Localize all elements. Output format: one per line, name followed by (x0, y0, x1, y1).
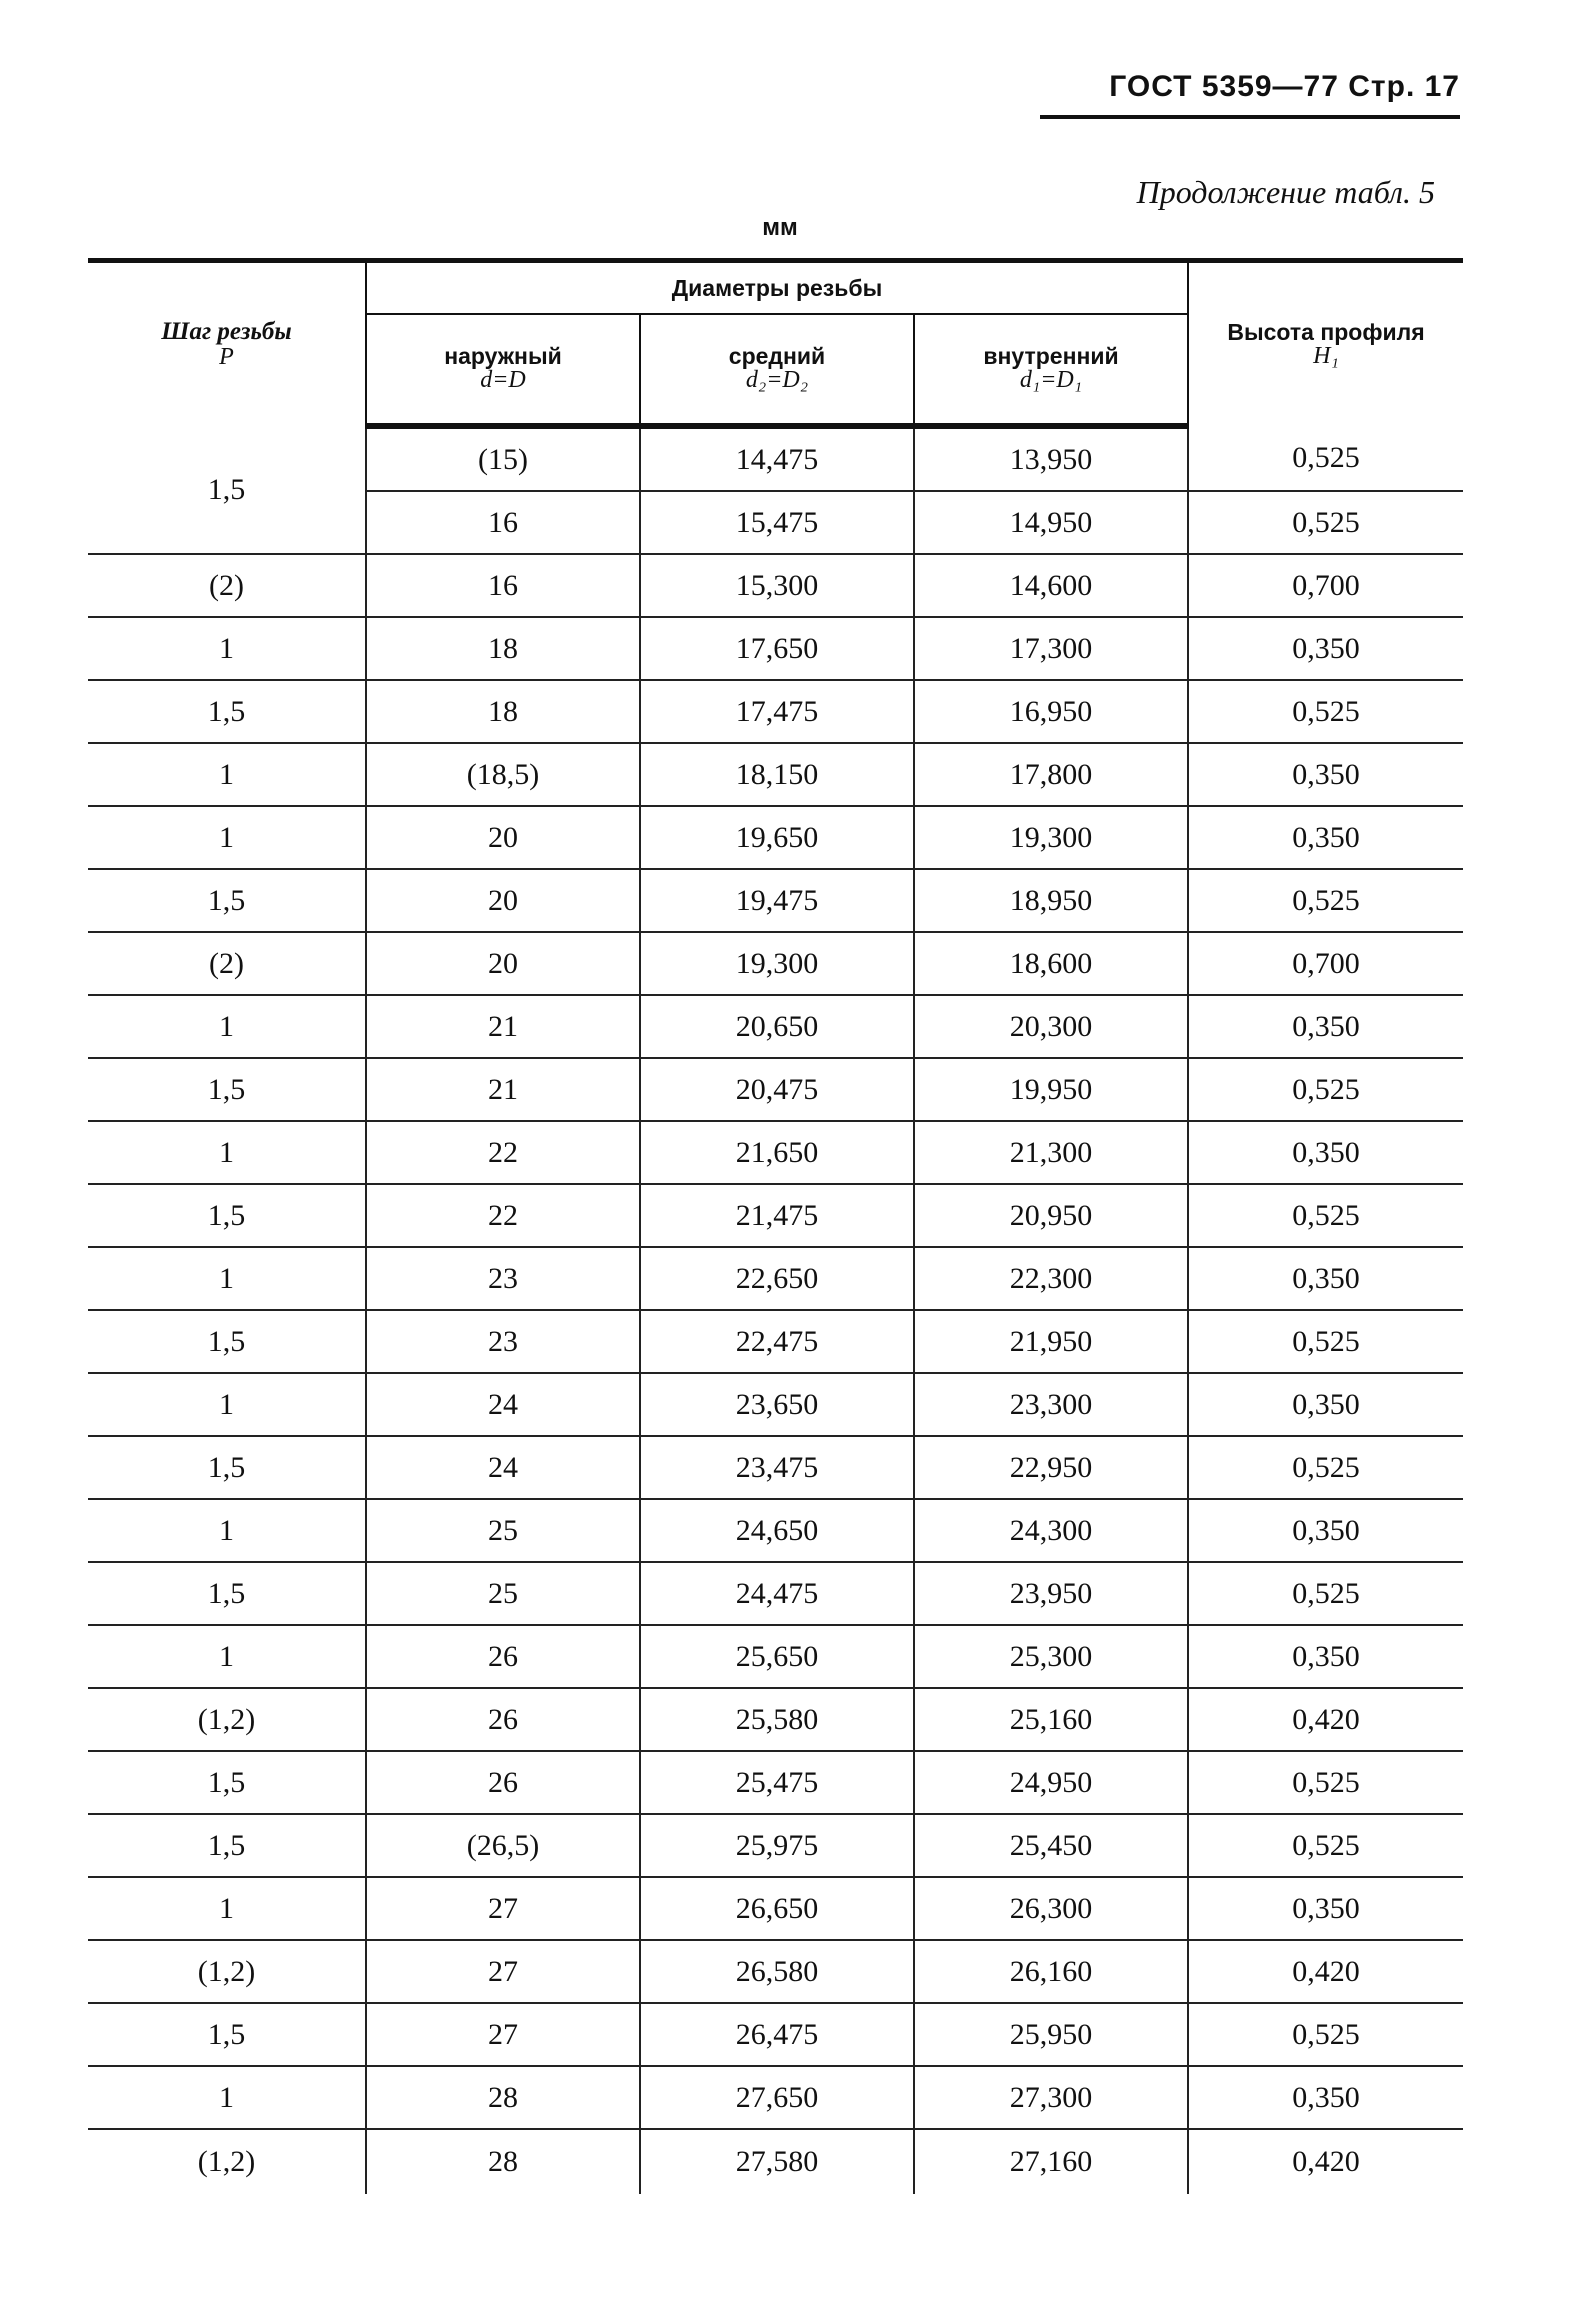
cell-height: 0,525 (1188, 1814, 1463, 1877)
cell-height: 0,525 (1188, 1436, 1463, 1499)
cell-inner: 21,950 (914, 1310, 1188, 1373)
cell-mid: 21,475 (640, 1184, 914, 1247)
cell-outer: 16 (366, 491, 640, 554)
cell-mid: 22,650 (640, 1247, 914, 1310)
cell-step: 1 (88, 1499, 366, 1562)
cell-outer: (26,5) (366, 1814, 640, 1877)
cell-inner: 21,300 (914, 1121, 1188, 1184)
cell-inner: 17,800 (914, 743, 1188, 806)
cell-step: 1,5 (88, 426, 366, 554)
cell-outer: 21 (366, 1058, 640, 1121)
cell-mid: 26,650 (640, 1877, 914, 1940)
cell-step: 1,5 (88, 1058, 366, 1121)
cell-outer: 22 (366, 1184, 640, 1247)
cell-outer: 23 (366, 1310, 640, 1373)
cell-height: 0,350 (1188, 806, 1463, 869)
header-inner (914, 314, 1188, 426)
cell-inner: 25,450 (914, 1814, 1188, 1877)
cell-mid: 22,475 (640, 1310, 914, 1373)
cell-mid: 21,650 (640, 1121, 914, 1184)
cell-step: 1,5 (88, 1436, 366, 1499)
table-row (88, 1373, 1463, 1436)
cell-outer: 18 (366, 617, 640, 680)
header-mid (640, 314, 914, 426)
cell-outer: 28 (366, 2129, 640, 2194)
cell-mid: 26,475 (640, 2003, 914, 2066)
cell-outer: (18,5) (366, 743, 640, 806)
table-row (88, 806, 1463, 869)
cell-inner: 16,950 (914, 680, 1188, 743)
cell-inner: 23,300 (914, 1373, 1188, 1436)
header-mid-symbol: d₂=D₂ (745, 367, 809, 394)
cell-mid: 19,650 (640, 806, 914, 869)
table-row (88, 1184, 1463, 1247)
table-row (88, 1310, 1463, 1373)
header-step-label: Шаг резьбы (161, 317, 292, 345)
cell-mid: 15,300 (640, 554, 914, 617)
cell-inner: 22,300 (914, 1247, 1188, 1310)
header-step (88, 261, 366, 427)
cell-step: 1 (88, 1625, 366, 1688)
cell-step: 1 (88, 1373, 366, 1436)
header-height-symbol: H₁ (1313, 342, 1339, 369)
cell-inner: 27,160 (914, 2129, 1188, 2194)
cell-outer: 27 (366, 2003, 640, 2066)
cell-outer: (15) (366, 426, 640, 491)
cell-inner: 20,950 (914, 1184, 1188, 1247)
cell-inner: 25,300 (914, 1625, 1188, 1688)
cell-mid: 19,475 (640, 869, 914, 932)
table-row (88, 1058, 1463, 1121)
cell-height: 0,525 (1188, 2003, 1463, 2066)
cell-step: 1,5 (88, 2003, 366, 2066)
table-row (88, 1436, 1463, 1499)
cell-outer: 16 (366, 554, 640, 617)
cell-inner: 18,600 (914, 932, 1188, 995)
cell-inner: 25,950 (914, 2003, 1188, 2066)
table-row (88, 1499, 1463, 1562)
cell-step: 1,5 (88, 680, 366, 743)
cell-step: 1,5 (88, 869, 366, 932)
cell-height: 0,525 (1188, 680, 1463, 743)
cell-outer: 27 (366, 1877, 640, 1940)
cell-outer: 26 (366, 1625, 640, 1688)
table-row (88, 617, 1463, 680)
cell-height: 0,350 (1188, 617, 1463, 680)
cell-outer: 26 (366, 1688, 640, 1751)
cell-height: 0,350 (1188, 1877, 1463, 1940)
table-row (88, 743, 1463, 806)
table-row (88, 1121, 1463, 1184)
cell-outer: 24 (366, 1436, 640, 1499)
cell-step: 1,5 (88, 1814, 366, 1877)
cell-step: 1,5 (88, 1751, 366, 1814)
cell-height: 0,350 (1188, 2066, 1463, 2129)
cell-mid: 23,475 (640, 1436, 914, 1499)
cell-height: 0,525 (1188, 869, 1463, 932)
cell-step: 1 (88, 806, 366, 869)
cell-outer: 21 (366, 995, 640, 1058)
cell-mid: 26,580 (640, 1940, 914, 2003)
cell-height: 0,350 (1188, 995, 1463, 1058)
cell-inner: 19,300 (914, 806, 1188, 869)
table-row (88, 2066, 1463, 2129)
cell-height: 0,525 (1188, 1058, 1463, 1121)
table-row (88, 1877, 1463, 1940)
cell-height: 0,420 (1188, 1940, 1463, 2003)
cell-outer: 25 (366, 1562, 640, 1625)
cell-step: (2) (88, 932, 366, 995)
cell-height: 0,525 (1188, 1562, 1463, 1625)
header-diameters-group: Диаметры резьбы (366, 261, 1188, 315)
table-row (88, 554, 1463, 617)
table-row (88, 1247, 1463, 1310)
header-outer-label: наружный (444, 343, 562, 370)
cell-height: 0,350 (1188, 1121, 1463, 1184)
header-outer (366, 314, 640, 426)
cell-height: 0,350 (1188, 1247, 1463, 1310)
cell-mid: 15,475 (640, 491, 914, 554)
cell-inner: 26,160 (914, 1940, 1188, 2003)
header-inner-symbol: d₁=D₁ (1019, 367, 1083, 394)
cell-height: 0,350 (1188, 1625, 1463, 1688)
header-inner-label: внутренний (983, 343, 1119, 370)
cell-height: 0,700 (1188, 932, 1463, 995)
cell-mid: 20,475 (640, 1058, 914, 1121)
unit-label: мм (762, 214, 798, 241)
cell-outer: 26 (366, 1751, 640, 1814)
table-row (88, 1625, 1463, 1688)
cell-mid: 25,975 (640, 1814, 914, 1877)
header-mid-label: средний (728, 343, 826, 370)
header-height-label: Высота профиля (1227, 318, 1425, 345)
cell-outer: 22 (366, 1121, 640, 1184)
cell-height: 0,525 (1188, 491, 1463, 554)
cell-step: 1 (88, 743, 366, 806)
cell-outer: 27 (366, 1940, 640, 2003)
cell-inner: 24,300 (914, 1499, 1188, 1562)
cell-step: 1 (88, 1121, 366, 1184)
header-step-symbol: P (219, 344, 234, 371)
cell-step: 1 (88, 617, 366, 680)
cell-step: 1 (88, 995, 366, 1058)
table-body (88, 426, 1463, 2194)
cell-inner: 14,950 (914, 491, 1188, 554)
cell-mid: 24,475 (640, 1562, 914, 1625)
table-caption: Продолжение табл. 5 (1136, 174, 1435, 210)
cell-height: 0,525 (1188, 1310, 1463, 1373)
table-row (88, 1814, 1463, 1877)
table-row (88, 1940, 1463, 2003)
cell-inner: 26,300 (914, 1877, 1188, 1940)
cell-inner: 17,300 (914, 617, 1188, 680)
cell-step: 1,5 (88, 1562, 366, 1625)
cell-outer: 24 (366, 1373, 640, 1436)
cell-inner: 25,160 (914, 1688, 1188, 1751)
cell-mid: 25,580 (640, 1688, 914, 1751)
cell-inner: 24,950 (914, 1751, 1188, 1814)
table-row (88, 2003, 1463, 2066)
cell-outer: 18 (366, 680, 640, 743)
cell-height: 0,350 (1188, 743, 1463, 806)
page-header: ГОСТ 5359—77 Стр. 17 (1109, 70, 1460, 103)
cell-mid: 19,300 (640, 932, 914, 995)
cell-step: 1 (88, 1247, 366, 1310)
cell-outer: 25 (366, 1499, 640, 1562)
cell-mid: 25,475 (640, 1751, 914, 1814)
cell-mid: 23,650 (640, 1373, 914, 1436)
cell-outer: 23 (366, 1247, 640, 1310)
table-row (88, 869, 1463, 932)
table-row (88, 426, 1463, 491)
cell-mid: 27,580 (640, 2129, 914, 2194)
table-row (88, 680, 1463, 743)
cell-height: 0,700 (1188, 554, 1463, 617)
table-header (88, 261, 1463, 427)
cell-mid: 20,650 (640, 995, 914, 1058)
cell-mid: 24,650 (640, 1499, 914, 1562)
cell-height: 0,525 (1188, 1184, 1463, 1247)
cell-height: 0,420 (1188, 1688, 1463, 1751)
cell-outer: 20 (366, 806, 640, 869)
cell-mid: 17,650 (640, 617, 914, 680)
cell-inner: 13,950 (914, 426, 1188, 491)
cell-height: 0,350 (1188, 1373, 1463, 1436)
cell-inner: 27,300 (914, 2066, 1188, 2129)
cell-step: 1 (88, 2066, 366, 2129)
cell-step: 1,5 (88, 1184, 366, 1247)
header-height (1188, 261, 1463, 427)
cell-mid: 17,475 (640, 680, 914, 743)
cell-inner: 20,300 (914, 995, 1188, 1058)
header-rule (1040, 115, 1460, 119)
cell-mid: 25,650 (640, 1625, 914, 1688)
cell-step: (1,2) (88, 1940, 366, 2003)
cell-mid: 14,475 (640, 426, 914, 491)
table-row (88, 1688, 1463, 1751)
cell-inner: 22,950 (914, 1436, 1188, 1499)
cell-step: (1,2) (88, 2129, 366, 2194)
cell-height: 0,420 (1292, 2145, 1360, 2178)
thread-table-container (88, 258, 1463, 2194)
table-row (88, 1751, 1463, 1814)
cell-inner: 18,950 (914, 869, 1188, 932)
cell-mid: 18,150 (640, 743, 914, 806)
cell-step: (1,2) (88, 1688, 366, 1751)
cell-inner: 23,950 (914, 1562, 1188, 1625)
cell-step: 1 (88, 1877, 366, 1940)
cell-outer: 20 (366, 869, 640, 932)
cell-height: 0,525 (1188, 1751, 1463, 1814)
table-row (88, 2129, 1463, 2194)
cell-inner: 14,600 (914, 554, 1188, 617)
cell-outer: 28 (366, 2066, 640, 2129)
cell-inner: 19,950 (914, 1058, 1188, 1121)
cell-step: 1,5 (88, 1310, 366, 1373)
cell-step: (2) (88, 554, 366, 617)
cell-height: 0,525 (1188, 426, 1463, 491)
table-row (88, 995, 1463, 1058)
header-outer-symbol: d=D (480, 367, 526, 394)
cell-outer: 20 (366, 932, 640, 995)
cell-mid: 27,650 (640, 2066, 914, 2129)
table-row (88, 932, 1463, 995)
table-row (88, 1562, 1463, 1625)
thread-dimensions-table (88, 258, 1463, 2194)
cell-height: 0,350 (1188, 1499, 1463, 1562)
